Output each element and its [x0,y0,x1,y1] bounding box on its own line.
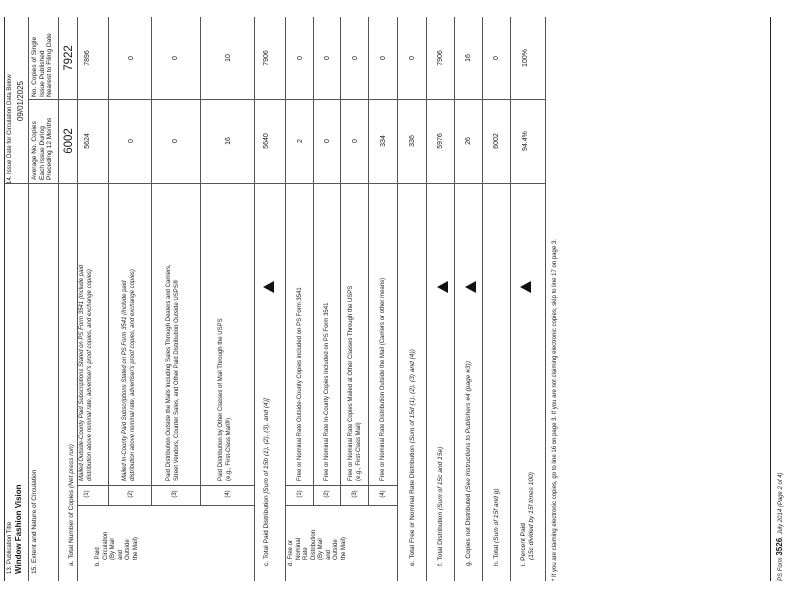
row-d1-text: Free or Nominal Rate Outside-County Copies included on PS Form 3541 [297,287,303,481]
arrow-up-icon [437,281,448,293]
rule [368,17,369,506]
publication-title-label: 13. Publication Title [7,521,13,574]
row-b3-single: 0 [172,56,179,60]
rule [397,17,398,581]
rule [285,17,286,581]
row-b2-average: 0 [128,139,135,143]
issue-date-label: 14. Issue Date for Circulation Data Below [7,74,13,184]
rule [200,17,201,506]
row-d1-single: 0 [297,56,304,60]
column-divider [77,505,254,506]
arrow-up-icon [465,281,476,293]
rule [454,17,455,581]
row-e-single: 0 [409,56,416,60]
row-b4-single: 10 [225,54,232,62]
column-divider [285,505,397,506]
row-h-average: 6002 [493,133,500,149]
row-d1-average: 2 [297,139,304,143]
rule [510,17,511,581]
row-b1-number: (1) [84,490,90,498]
row-d2-average: 0 [324,139,331,143]
top-border [4,17,5,581]
row-b3-number: (3) [172,490,178,498]
row-d4-text: Free or Nominal Rate Distribution Outside the Mail (Carriers or other means) [380,277,386,481]
column-divider [28,99,545,100]
row-i-single: 100% [522,49,529,67]
column-divider [4,183,545,184]
rule [77,17,78,581]
row-h-single: 0 [493,56,500,60]
row-b2-single: 0 [128,56,135,60]
row-b4-average: 16 [225,137,232,145]
row-d1-number: (1) [297,490,303,498]
row-f-label: f. Total Distribution (Sum of 15c and 15e) [437,446,444,566]
row-c-average: 5640 [263,133,270,149]
row-c-single: 7906 [263,50,270,66]
row-d3-text: Free or Nominal Rate Copies Mailed at Other Classes Through the USPS (e.g., First-Class Mail) [348,285,362,481]
row-c-label: c. Total Paid Distribution [Sum of 15b (1), (2), (3), and (4)] [263,398,270,566]
rule [545,17,546,581]
row-b3-text: Paid Distribution Outside the Mails Including Sales Through Dealers and Carriers, Street Vendors, Counter Sales, and Other Paid Distribution Outside USPS® [166,264,180,481]
arrow-up-icon [263,281,274,293]
row-g-average: 26 [465,137,472,145]
row-d2-text: Free or Nominal Rate In-County Copies Included on PS Form 3541 [324,302,330,481]
extent-label: 15. Extent and Nature of Circulation [31,469,38,574]
arrow-up-icon [520,281,531,293]
row-d4-average: 334 [380,135,387,147]
publication-title: Window Fashion Vision [14,484,23,574]
row-f-average: 5976 [437,133,444,149]
rule [58,17,59,581]
row-b4-number: (4) [225,490,231,498]
row-a-single: 7922 [63,45,75,71]
row-d4-number: (4) [380,490,386,498]
row-d3-average: 0 [352,139,359,143]
row-a-average: 6002 [63,128,75,154]
page-divider [770,17,771,581]
row-b4-text: Paid Distribution by Other Classes of Mail Through the USPS (e.g., First-Class Mail®) [218,318,232,481]
rule [482,17,483,581]
row-b2-text: Mailed In-County Paid Subscriptions Stated on PS Form 3541 (Include paid distribution above nominal rate, advertiser's proof copies, and exchange copies) [122,269,136,481]
row-h-label: h. Total (Sum of 15f and g) [493,488,500,566]
footnote: * If you are claiming electronic copies, go to line 16 on page 3. If you are not claiming electronic copies, skip to line 17 on page 3. [552,239,558,581]
row-i-label: i. Percent Paid (15c divided by 15f times 100) [520,472,535,566]
issue-date: 09/01/2025 [16,80,25,122]
row-b1-average: 5624 [84,133,91,149]
column-divider [77,485,254,486]
row-d4-single: 0 [380,56,387,60]
column-divider [285,485,397,486]
row-b3-average: 0 [172,139,179,143]
row-e-average: 336 [409,135,416,147]
rule [313,17,314,506]
row-d-label: d. Free or Nominal Rate Distribution (By Mail and Outside the Mail) [288,529,347,566]
col-header-single-issue: No. Copies of Single Issue Published Nearest to Filing Date [31,33,53,97]
rule [28,17,29,581]
rule [151,17,152,506]
row-d2-single: 0 [324,56,331,60]
row-a-label: a. Total Number of Copies (Net press run) [68,444,75,566]
rule [426,17,427,581]
row-g-label: g. Copies not Distributed (See Instructions to Publishers #4 (page #3)) [465,361,472,566]
row-b1-text: Mailed Outside-County Paid Subscriptions Stated on PS Form 3541 (Include paid distribution above nominal rate, advertiser's proof copies, and exchange copies) [79,264,93,481]
row-e-label: e. Total Free or Nominal Rate Distribution (Sum of 15d (1), (2), (3) and (4)) [409,349,416,566]
row-f-single: 7906 [437,50,444,66]
row-i-average: 94.4% [522,131,529,151]
col-header-average: Average No. Copies Each Issue During Preceding 12 Months [31,117,53,180]
rule [108,17,109,506]
ps-form-footer: PS Form 3526, July 2014 (Page 2 of 4) [775,472,784,581]
rule [254,17,255,581]
row-b-label: b. Paid Circulation (By Mail and Outside the Mail) [95,531,139,566]
rule [340,17,341,506]
row-g-single: 16 [465,54,472,62]
row-d3-number: (3) [352,490,358,498]
row-b1-single: 7896 [84,50,91,66]
row-d2-number: (2) [324,490,330,498]
row-b2-number: (2) [128,490,134,498]
row-d3-single: 0 [352,56,359,60]
